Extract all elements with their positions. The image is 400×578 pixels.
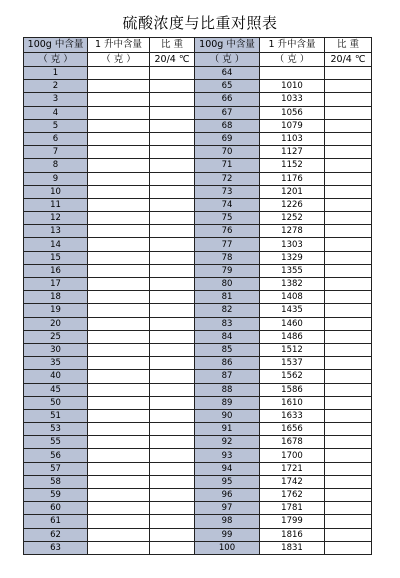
table-cell: 1678 [260, 436, 325, 449]
table-cell: 35 [24, 357, 88, 370]
table-cell: 1152 [260, 159, 325, 172]
header-cell: 比 重 [150, 38, 195, 53]
table-cell: 16 [24, 264, 88, 277]
table-cell: 83 [195, 317, 260, 330]
table-row [24, 291, 372, 304]
table-cell [325, 515, 372, 528]
header-row-1 [24, 38, 372, 53]
table-cell [325, 225, 372, 238]
table-cell: 69 [195, 132, 260, 145]
table-cell: 40 [24, 370, 88, 383]
table-row [24, 80, 372, 93]
table-row [24, 159, 372, 172]
table-cell [150, 343, 195, 356]
table-cell: 13 [24, 225, 88, 238]
table-cell [88, 304, 150, 317]
table-row [24, 343, 372, 356]
table-cell [150, 291, 195, 304]
table-cell: 97 [195, 502, 260, 515]
table-cell [325, 119, 372, 132]
table-cell [88, 541, 150, 554]
table-cell: 68 [195, 119, 260, 132]
table-row [24, 489, 372, 502]
table-row [24, 185, 372, 198]
table-row [24, 383, 372, 396]
table-cell: 92 [195, 436, 260, 449]
table-cell [150, 462, 195, 475]
table-cell [88, 423, 150, 436]
table-cell [88, 409, 150, 422]
table-cell: 14 [24, 238, 88, 251]
table-cell: 96 [195, 489, 260, 502]
table-cell [150, 423, 195, 436]
table-cell [150, 278, 195, 291]
table-cell [150, 515, 195, 528]
table-cell [88, 396, 150, 409]
table-cell: 98 [195, 515, 260, 528]
table-cell [150, 80, 195, 93]
table-cell [325, 436, 372, 449]
table-cell [88, 436, 150, 449]
table-row [24, 462, 372, 475]
table-cell: 18 [24, 291, 88, 304]
table-cell [150, 212, 195, 225]
table-row [24, 528, 372, 541]
table-cell: 95 [195, 475, 260, 488]
table-cell: 1537 [260, 357, 325, 370]
table-cell [150, 251, 195, 264]
table-cell: 64 [195, 67, 260, 80]
conversion-table-container [23, 37, 372, 555]
table-cell: 50 [24, 396, 88, 409]
table-cell [325, 238, 372, 251]
table-cell: 81 [195, 291, 260, 304]
table-cell: 1610 [260, 396, 325, 409]
table-cell [325, 106, 372, 119]
table-cell: 88 [195, 383, 260, 396]
table-cell: 1762 [260, 489, 325, 502]
table-cell [88, 132, 150, 145]
table-cell: 79 [195, 264, 260, 277]
table-cell: 1010 [260, 80, 325, 93]
table-cell: 1201 [260, 185, 325, 198]
table-cell [325, 172, 372, 185]
table-cell: 1586 [260, 383, 325, 396]
table-cell: 51 [24, 409, 88, 422]
table-cell [325, 198, 372, 211]
table-cell [325, 159, 372, 172]
table-cell: 1329 [260, 251, 325, 264]
table-cell: 57 [24, 462, 88, 475]
table-cell: 62 [24, 528, 88, 541]
table-cell [88, 291, 150, 304]
table-cell: 70 [195, 146, 260, 159]
table-cell [150, 67, 195, 80]
table-row [24, 132, 372, 145]
table-cell [150, 225, 195, 238]
table-cell [88, 238, 150, 251]
table-cell [88, 278, 150, 291]
table-cell [88, 67, 150, 80]
table-row [24, 370, 372, 383]
table-cell [325, 264, 372, 277]
table-row [24, 146, 372, 159]
table-cell: 85 [195, 343, 260, 356]
table-cell [325, 423, 372, 436]
table-cell: 4 [24, 106, 88, 119]
table-cell [88, 198, 150, 211]
table-cell: 58 [24, 475, 88, 488]
table-cell [150, 370, 195, 383]
table-cell [325, 146, 372, 159]
table-cell: 1176 [260, 172, 325, 185]
table-row [24, 119, 372, 132]
table-cell [150, 449, 195, 462]
table-cell: 82 [195, 304, 260, 317]
table-cell: 84 [195, 330, 260, 343]
table-cell [150, 541, 195, 554]
table-cell: 1355 [260, 264, 325, 277]
table-cell [150, 528, 195, 541]
table-row [24, 449, 372, 462]
table-cell: 1799 [260, 515, 325, 528]
table-cell: 1562 [260, 370, 325, 383]
table-cell: 61 [24, 515, 88, 528]
table-row [24, 304, 372, 317]
table-cell [88, 343, 150, 356]
table-cell: 7 [24, 146, 88, 159]
table-cell [88, 515, 150, 528]
table-cell [88, 462, 150, 475]
table-cell [88, 502, 150, 515]
table-cell: 1127 [260, 146, 325, 159]
table-cell: 1226 [260, 198, 325, 211]
table-cell [88, 159, 150, 172]
table-cell [88, 225, 150, 238]
table-cell [150, 304, 195, 317]
table-cell [88, 528, 150, 541]
header-cell: 20/4 ℃ [150, 52, 195, 67]
table-cell: 1831 [260, 541, 325, 554]
table-cell [88, 80, 150, 93]
header-cell: 比 重 [325, 38, 372, 53]
header-cell: 100g 中含量 [24, 38, 88, 53]
table-cell [325, 409, 372, 422]
table-cell [88, 475, 150, 488]
table-cell: 25 [24, 330, 88, 343]
table-cell [150, 264, 195, 277]
table-cell: 1278 [260, 225, 325, 238]
table-cell: 1633 [260, 409, 325, 422]
table-cell [150, 198, 195, 211]
table-cell [88, 317, 150, 330]
table-cell: 87 [195, 370, 260, 383]
table-cell [325, 185, 372, 198]
table-row [24, 264, 372, 277]
table-cell: 55 [24, 436, 88, 449]
table-cell: 71 [195, 159, 260, 172]
table-cell: 56 [24, 449, 88, 462]
table-cell [88, 146, 150, 159]
table-cell: 1056 [260, 106, 325, 119]
table-cell [325, 383, 372, 396]
table-cell [150, 172, 195, 185]
table-cell [325, 475, 372, 488]
table-cell: 12 [24, 212, 88, 225]
table-cell [325, 67, 372, 80]
table-cell: 63 [24, 541, 88, 554]
table-cell: 10 [24, 185, 88, 198]
table-cell: 80 [195, 278, 260, 291]
table-cell: 9 [24, 172, 88, 185]
table-cell: 45 [24, 383, 88, 396]
table-cell [150, 396, 195, 409]
header-cell: 20/4 ℃ [325, 52, 372, 67]
table-cell: 73 [195, 185, 260, 198]
table-cell [150, 146, 195, 159]
table-cell: 1656 [260, 423, 325, 436]
table-cell [88, 119, 150, 132]
table-cell: 59 [24, 489, 88, 502]
table-cell [325, 462, 372, 475]
table-cell [150, 185, 195, 198]
table-cell [325, 449, 372, 462]
table-cell: 17 [24, 278, 88, 291]
table-row [24, 67, 372, 80]
table-cell: 89 [195, 396, 260, 409]
table-row [24, 198, 372, 211]
table-cell [325, 396, 372, 409]
table-cell: 77 [195, 238, 260, 251]
table-cell: 60 [24, 502, 88, 515]
table-cell: 1512 [260, 343, 325, 356]
table-cell [150, 475, 195, 488]
table-cell: 1486 [260, 330, 325, 343]
table-cell [325, 528, 372, 541]
table-cell: 90 [195, 409, 260, 422]
table-cell [150, 502, 195, 515]
table-cell [325, 212, 372, 225]
table-cell [325, 317, 372, 330]
header-cell: （ 克 ） [195, 52, 260, 67]
header-cell: 100g 中含量 [195, 38, 260, 53]
table-cell [88, 264, 150, 277]
table-cell: 11 [24, 198, 88, 211]
table-row [24, 409, 372, 422]
table-cell [150, 383, 195, 396]
table-cell: 20 [24, 317, 88, 330]
table-cell [260, 67, 325, 80]
table-row [24, 330, 372, 343]
table-row [24, 93, 372, 106]
table-cell [150, 119, 195, 132]
page-title: 硫酸浓度与比重对照表 [122, 14, 278, 32]
table-cell [88, 251, 150, 264]
table-cell [325, 502, 372, 515]
table-cell [150, 93, 195, 106]
conversion-table [23, 37, 372, 555]
table-row [24, 212, 372, 225]
table-cell [150, 317, 195, 330]
table-cell [325, 357, 372, 370]
table-cell: 75 [195, 212, 260, 225]
table-cell [88, 185, 150, 198]
table-row [24, 172, 372, 185]
table-cell: 15 [24, 251, 88, 264]
table-cell: 91 [195, 423, 260, 436]
table-row [24, 225, 372, 238]
table-cell: 1816 [260, 528, 325, 541]
table-cell: 5 [24, 119, 88, 132]
table-cell: 100 [195, 541, 260, 554]
table-row [24, 278, 372, 291]
table-cell: 1460 [260, 317, 325, 330]
table-cell [325, 278, 372, 291]
table-cell: 1408 [260, 291, 325, 304]
table-cell: 53 [24, 423, 88, 436]
table-cell [88, 449, 150, 462]
table-cell [88, 330, 150, 343]
table-row [24, 502, 372, 515]
table-cell: 3 [24, 93, 88, 106]
table-cell [325, 291, 372, 304]
table-cell: 1700 [260, 449, 325, 462]
table-cell [325, 251, 372, 264]
table-cell: 2 [24, 80, 88, 93]
table-cell [325, 80, 372, 93]
header-cell: 1 升中含量 [260, 38, 325, 53]
table-cell [88, 172, 150, 185]
table-cell: 1033 [260, 93, 325, 106]
table-row [24, 515, 372, 528]
table-cell [325, 304, 372, 317]
table-cell [88, 212, 150, 225]
table-cell: 6 [24, 132, 88, 145]
table-row [24, 238, 372, 251]
table-cell: 8 [24, 159, 88, 172]
table-cell [325, 489, 372, 502]
table-cell [325, 370, 372, 383]
table-cell: 93 [195, 449, 260, 462]
header-cell: 1 升中含量 [88, 38, 150, 53]
table-cell: 1781 [260, 502, 325, 515]
table-cell [150, 238, 195, 251]
table-row [24, 357, 372, 370]
table-cell: 1 [24, 67, 88, 80]
table-cell [88, 489, 150, 502]
header-cell: （ 克 ） [88, 52, 150, 67]
table-cell [88, 383, 150, 396]
table-cell: 1252 [260, 212, 325, 225]
header-cell: （ 克 ） [24, 52, 88, 67]
table-row [24, 423, 372, 436]
header-row-2 [24, 52, 372, 67]
table-cell [325, 541, 372, 554]
table-cell [150, 489, 195, 502]
table-cell: 1742 [260, 475, 325, 488]
table-cell: 19 [24, 304, 88, 317]
table-cell [150, 409, 195, 422]
table-cell [150, 357, 195, 370]
table-cell [325, 93, 372, 106]
table-cell: 99 [195, 528, 260, 541]
table-cell [88, 93, 150, 106]
table-cell: 76 [195, 225, 260, 238]
table-cell [150, 132, 195, 145]
table-cell: 1721 [260, 462, 325, 475]
table-cell: 30 [24, 343, 88, 356]
table-row [24, 475, 372, 488]
table-cell: 74 [195, 198, 260, 211]
table-cell: 72 [195, 172, 260, 185]
header-cell: （ 克 ） [260, 52, 325, 67]
table-row [24, 396, 372, 409]
table-cell: 66 [195, 93, 260, 106]
table-cell [150, 106, 195, 119]
table-cell [150, 159, 195, 172]
table-cell: 78 [195, 251, 260, 264]
table-cell: 1079 [260, 119, 325, 132]
table-cell [325, 132, 372, 145]
table-cell [88, 370, 150, 383]
table-row [24, 251, 372, 264]
table-cell [150, 330, 195, 343]
table-cell [88, 357, 150, 370]
table-cell: 1382 [260, 278, 325, 291]
table-row [24, 541, 372, 554]
table-cell: 67 [195, 106, 260, 119]
table-cell: 1435 [260, 304, 325, 317]
table-cell [325, 343, 372, 356]
table-row [24, 317, 372, 330]
table-cell: 1103 [260, 132, 325, 145]
table-row [24, 436, 372, 449]
table-row [24, 106, 372, 119]
table-cell: 94 [195, 462, 260, 475]
table-cell: 1303 [260, 238, 325, 251]
table-cell [150, 436, 195, 449]
table-cell [88, 106, 150, 119]
table-cell: 65 [195, 80, 260, 93]
table-cell: 86 [195, 357, 260, 370]
table-body [24, 67, 372, 555]
table-cell [325, 330, 372, 343]
